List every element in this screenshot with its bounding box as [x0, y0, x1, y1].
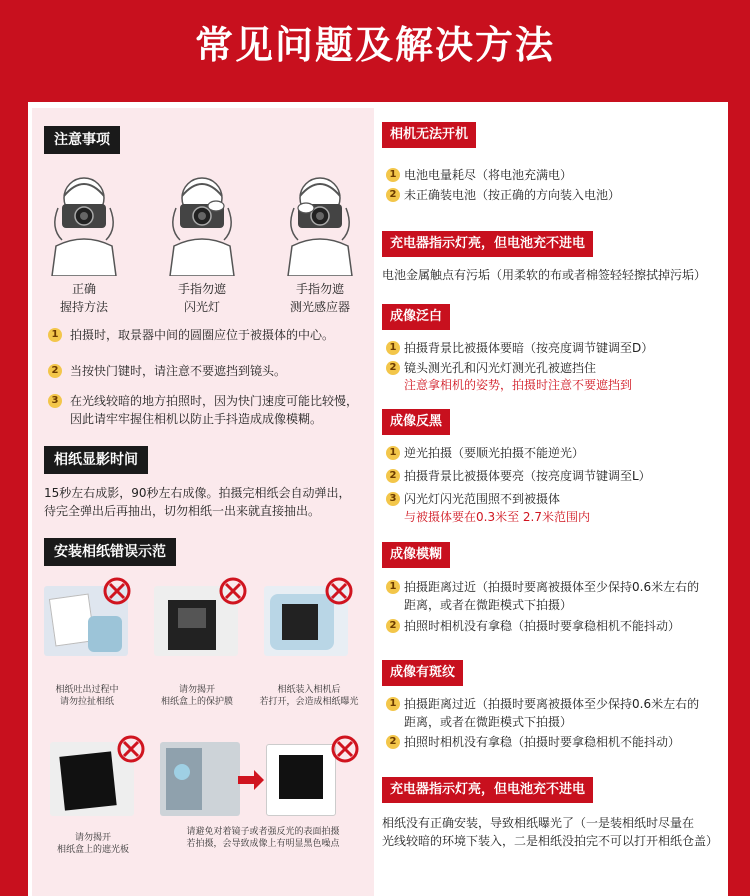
photo-mirror: [160, 742, 240, 816]
install-caption: 相纸装入相机后 若打开，会造成相纸曝光: [259, 685, 359, 707]
s6-item: 拍摄距离过近（拍摄时要离被摄体至少保持0.6米左右的 距离，或者在微距模式下拍摄）: [404, 697, 700, 729]
note-item: 在光线较暗的地方拍照时，因为快门速度可能比较慢， 因此请牢牢握住相机以防止手抖造成成像模糊。: [70, 394, 359, 426]
notes-heading: 注意事项: [44, 126, 120, 154]
develop-text: 15秒左右成影，90秒左右成像。拍摄完相纸会自动弹出， 待完全弹出后再抽出，切勿相纸一出来就直接抽出。: [44, 486, 351, 518]
s3-note: 注意拿相机的姿势，拍摄时注意不要遮挡到: [404, 378, 633, 392]
prohibited-icon: [102, 576, 132, 606]
prohibited-icon: [324, 576, 354, 606]
finger-flash-figure-icon: [166, 168, 238, 276]
page-title: 常见问题及解决方法: [194, 23, 555, 67]
finger-sensor-figure-icon: [284, 168, 356, 276]
s1-item: 未正确装电池（按正确的方向装入电池）: [404, 188, 621, 202]
s1-heading: 相机无法开机: [382, 122, 476, 148]
s4-note: 与被摄体要在0.3米至 2.7米范围内: [404, 510, 590, 524]
s6-heading: 成像有斑纹: [382, 660, 463, 686]
s7-heading: 充电器指示灯亮，但电池充不进电: [382, 777, 593, 803]
arrow-right-icon: [238, 770, 264, 790]
install-caption: 请勿揭开 相纸盒上的遮光板: [56, 833, 129, 855]
photo-black-noise: [266, 744, 336, 816]
s3-item: 镜头测光孔和闪光灯测光孔被遮挡住: [404, 361, 597, 375]
install-caption: 请避免对着镜子或者强反光的表面拍摄 若拍摄，会导致成像上有明显黑色噪点: [186, 827, 340, 849]
figure-caption: 正确 握持方法: [59, 282, 108, 314]
develop-heading: 相纸显影时间: [44, 446, 148, 474]
number-badge: 2: [386, 735, 400, 749]
s5-item: 拍照时相机没有拿稳（拍摄时要拿稳相机不能抖动）: [404, 619, 681, 633]
number-badge: 3: [48, 394, 62, 408]
prohibited-icon: [218, 576, 248, 606]
s5-heading: 成像模糊: [382, 542, 450, 568]
s2-text: 电池金属触点有污垢（用柔软的布或者棉签轻轻擦拭掉污垢）: [382, 268, 707, 282]
number-badge: 2: [48, 364, 62, 378]
number-badge: 1: [48, 328, 62, 342]
number-badge: 1: [386, 446, 400, 460]
number-badge: 1: [386, 168, 400, 182]
number-badge: 2: [386, 619, 400, 633]
number-badge: 2: [386, 361, 400, 375]
prohibited-icon: [330, 734, 360, 764]
number-badge: 1: [386, 341, 400, 355]
figure-caption: 手指勿遮 闪光灯: [177, 282, 226, 314]
install-caption: 请勿揭开 相纸盒上的保护膜: [160, 685, 233, 707]
s4-item: 闪光灯闪光范围照不到被摄体: [404, 492, 561, 506]
number-badge: 1: [386, 580, 400, 594]
number-badge: 1: [386, 697, 400, 711]
s4-item: 逆光拍摄（要顺光拍摄不能逆光）: [404, 446, 585, 460]
correct-hold-figure-icon: [48, 168, 120, 276]
number-badge: 3: [386, 492, 400, 506]
number-badge: 2: [386, 469, 400, 483]
figure-caption: 手指勿遮 测光感应器: [289, 282, 350, 314]
s1-item: 电池电量耗尽（将电池充满电）: [404, 168, 573, 182]
s5-item: 拍摄距离过近（拍摄时要离被摄体至少保持0.6米左右的 距离，或者在微距模式下拍摄）: [404, 580, 700, 612]
s6-item: 拍照时相机没有拿稳（拍摄时要拿稳相机不能抖动）: [404, 735, 681, 749]
number-badge: 2: [386, 188, 400, 202]
s3-heading: 成像泛白: [382, 304, 450, 330]
note-item: 拍摄时，取景器中间的圆圈应位于被摄体的中心。: [70, 328, 335, 342]
s7-text: 相纸没有正确安装，导致相纸曝光了（一是装相纸时尽量在 光线较暗的环境下装入，二是相纸没拍完不可以打开相纸仓盖）: [382, 816, 719, 848]
s2-heading: 充电器指示灯亮，但电池充不进电: [382, 231, 593, 257]
note-item: 当按快门键时，请注意不要遮挡到镜头。: [70, 364, 287, 378]
install-caption: 相纸吐出过程中 请勿拉扯相纸: [55, 685, 119, 707]
prohibited-icon: [116, 734, 146, 764]
s4-item: 拍摄背景比被摄体要亮（按亮度调节键调至L）: [404, 469, 651, 483]
s4-heading: 成像反黑: [382, 409, 450, 435]
install-heading: 安装相纸错误示范: [44, 538, 176, 566]
s3-item: 拍摄背景比被摄体要暗（按亮度调节键调至D）: [404, 341, 654, 355]
